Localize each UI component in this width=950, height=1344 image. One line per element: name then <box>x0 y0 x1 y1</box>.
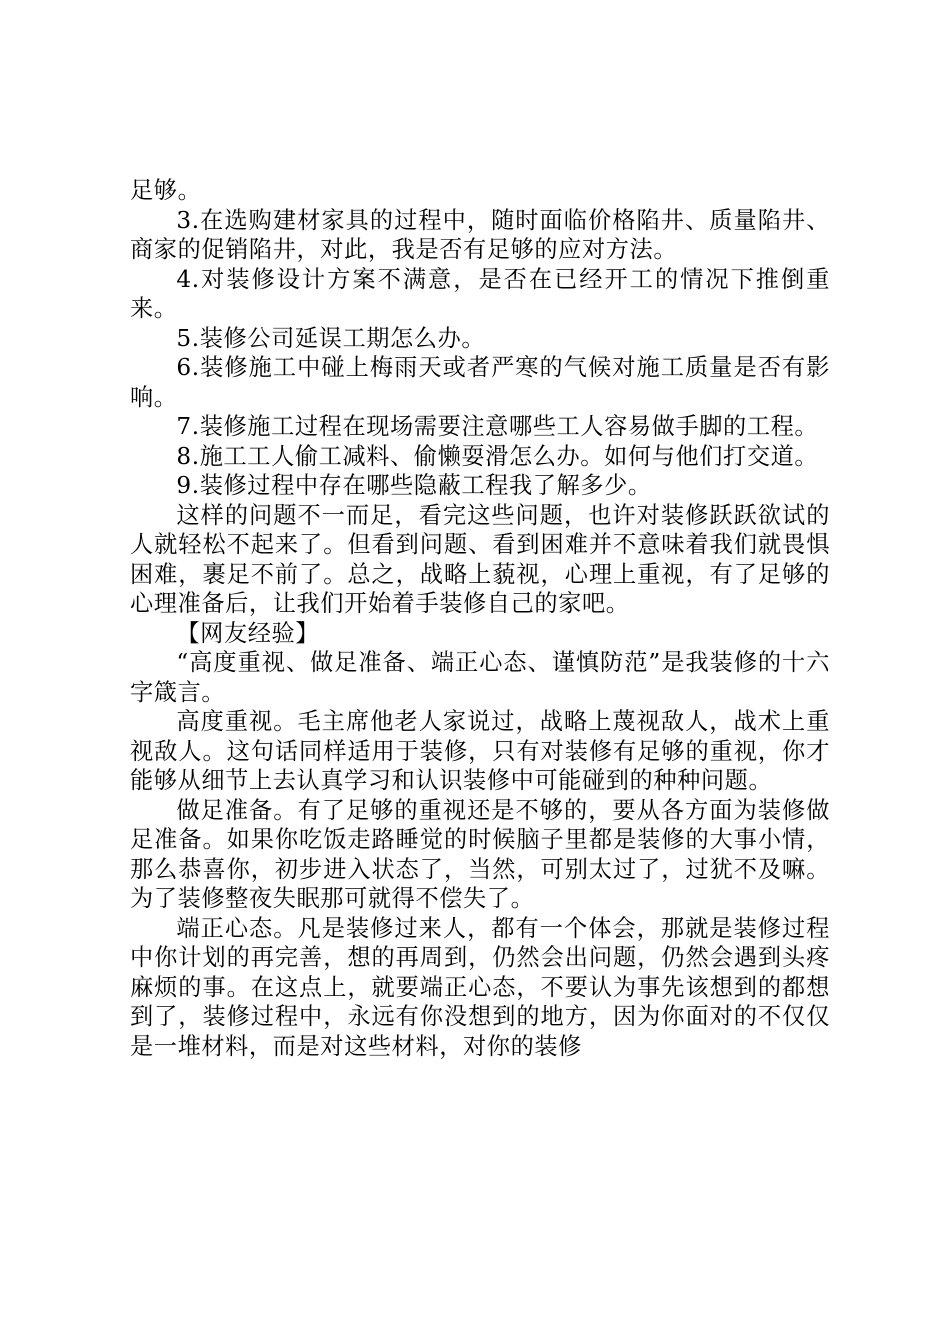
paragraph: 端正心态。凡是装修过来人，都有一个体会，那就是装修过程中你计划的再完善，想的再周到，仍然会出问题，仍然会遇到头疼麻烦的事。在这点上，就要端正心态，不要认为事先该想到的都想到了，装修过程中，永远有你没想到的地方，因为你面对的不仅仅是一堆材料，而是对这些材料，对你的装修 <box>130 914 830 1060</box>
paragraph: 足够。 <box>130 177 202 204</box>
paragraph: 这样的问题不一而足，看完这些问题，也许对装修跃跃欲试的人就轻松不起来了。但看到问题、看到困难并不意味着我们就畏惧困难，裹足不前了。总之，战略上藐视，心理上重视，有了足够的心理准备后，让我们开始着手装修自己的家吧。 <box>130 501 830 617</box>
document-page <box>130 176 830 1061</box>
paragraph: 3.在选购建材家具的过程中，随时面临价格陷井、质量陷井、商家的促销陷井，对此，我是否有足够的应对方法。 <box>130 206 830 263</box>
paragraph: 做足准备。有了足够的重视还是不够的，要从各方面为装修做足准备。如果你吃饭走路睡觉的时候脑子里都是装修的大事小情，那么恭喜你，初步进入状态了，当然，可别太过了，过犹不及嘛。为了装修整夜失眠那可就得不偿失了。 <box>130 796 830 912</box>
section-heading: 【网友经验】 <box>176 619 320 647</box>
paragraph: 8.施工工人偷工减料、偷懒耍滑怎么办。如何与他们打交道。 <box>176 442 819 470</box>
paragraph: 7.装修施工过程在现场需要注意哪些工人容易做手脚的工程。 <box>176 413 819 440</box>
paragraph: 4.对装修设计方案不满意，是否在已经开工的情况下推倒重来。 <box>130 265 830 322</box>
paragraph: 5.装修公司延误工期怎么办。 <box>176 324 486 352</box>
paragraph: 6.装修施工中碰上梅雨天或者严寒的气候对施工质量是否有影响。 <box>130 354 830 411</box>
paragraph: “高度重视、做足准备、端正心态、谨慎防范”是我装修的十六字箴言。 <box>130 649 830 706</box>
paragraph: 9.装修过程中存在哪些隐蔽工程我了解多少。 <box>176 472 652 499</box>
paragraph: 高度重视。毛主席他老人家说过，战略上蔑视敌人，战术上重视敌人。这句话同样适用于装修，只有对装修有足够的重视，你才能够从细节上去认真学习和认识装修中可能碰到的种种问题。 <box>130 708 830 794</box>
